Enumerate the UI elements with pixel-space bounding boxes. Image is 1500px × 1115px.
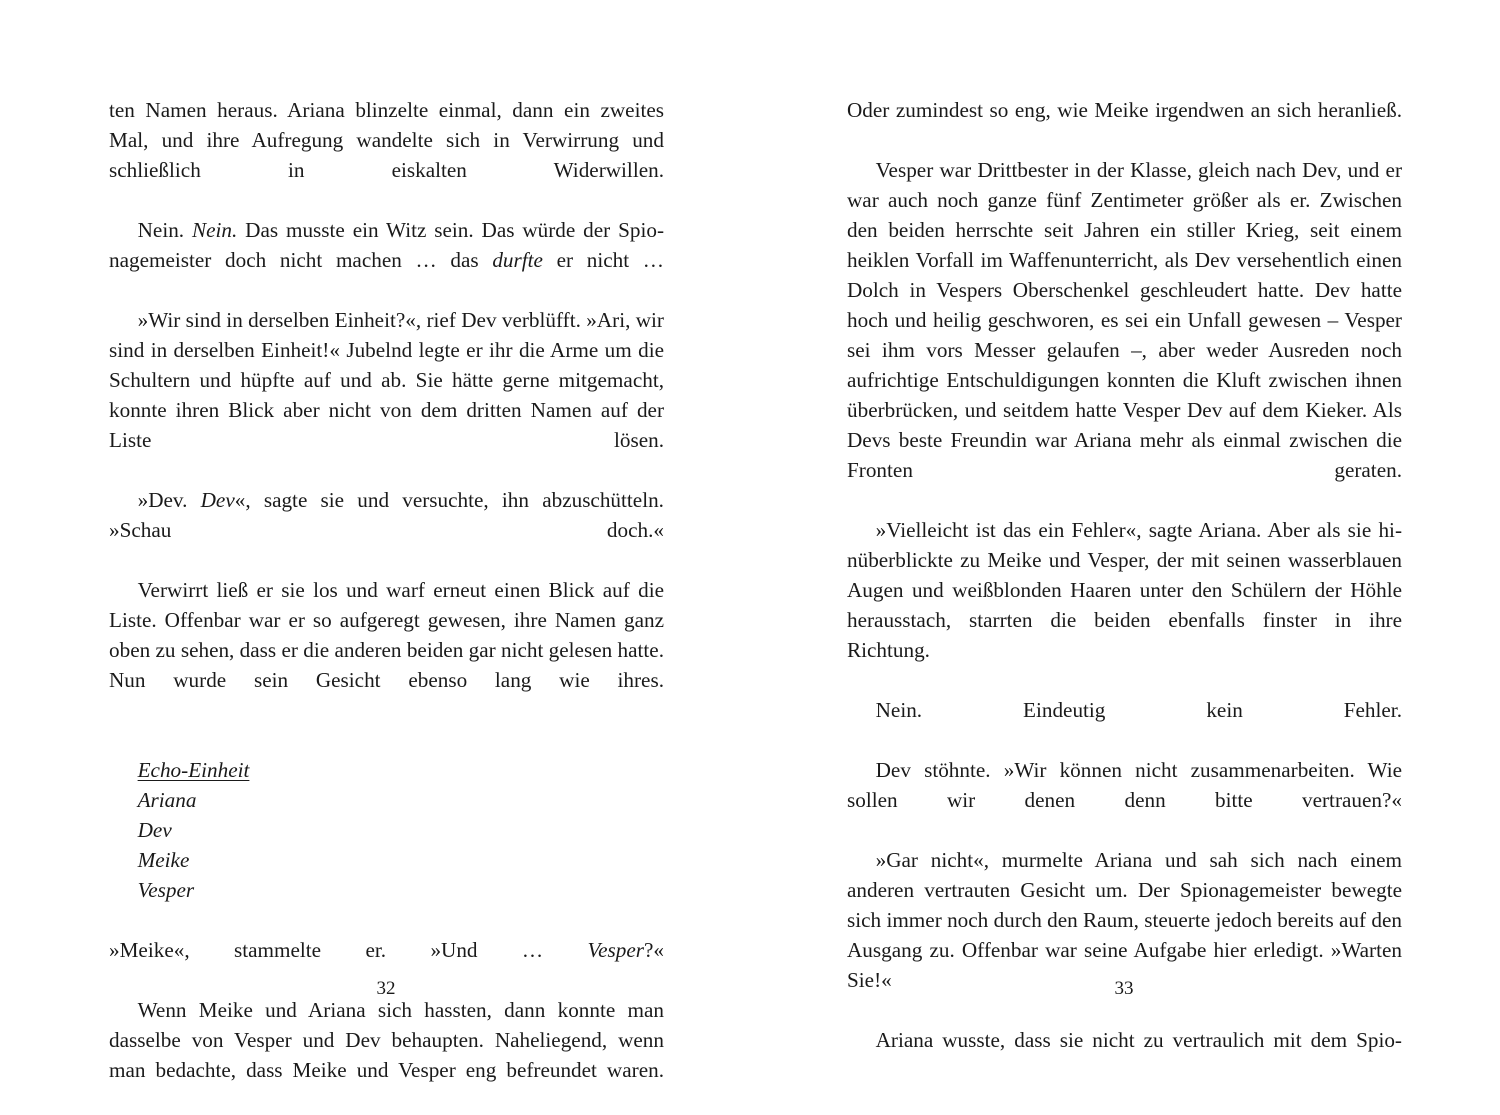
paragraph: Nein. Nein. Das musste ein Witz sein. Das würde der Spionagemeister doch nicht machen … das durfte er nicht … (109, 218, 665, 272)
unit-roster-name: Dev (137, 818, 172, 842)
paragraph-group-right (847, 95, 1402, 1085)
unit-roster-name: Meike (137, 848, 190, 872)
paragraph: »Meike«, stammelte er. »Und … Vesper?« (109, 938, 664, 962)
text-column-right (847, 95, 1402, 1085)
italic-run: Nein. (191, 218, 238, 242)
paragraph: »Dev. Dev«, sagte sie und versuchte, ihn abzuschütteln. »Schau doch.« (109, 488, 664, 542)
unit-roster-name: Vesper (137, 878, 195, 902)
italic-run: Dev (200, 488, 235, 512)
italic-run: durfte (492, 248, 543, 272)
paragraph: Ariana wusste, dass sie nicht zu vertraulich mit dem Spio- (875, 1028, 1402, 1052)
unit-roster (109, 755, 664, 905)
paragraph: ten Namen heraus. Ariana blinzelte einmal, dann ein zweites Mal, und ihre Aufregung wandelte sich in Verwirrung und schließlich in eiskalten Widerwillen. (109, 98, 664, 182)
unit-roster-heading (138, 755, 664, 785)
text-column-left (109, 95, 664, 1115)
paragraph: Vesper war Drittbester in der Klasse, gleich nach Dev, und er war auch noch ganze fünf Zentimeter größer als er. Zwischen den beiden herrschte seit Jahren ein stiller Krieg, seit einem heiklen Vorfall im Waffenunterricht, als Dev versehentlich einen Dolch in Vespers Oberschenkel geschleudert hatte. Dev hatte hoch und heilig geschworen, es sei ein Unfall gewesen – Vesper sei ihm vors Messer gelaufen –, aber weder Ausreden noch aufrichtige Entschuldigungen konnten die Kluft zwischen ihnen überbrücken, und seitdem hatte Vesper Dev auf dem Kieker. Als Devs beste Freundin war Ariana mehr als einmal zwischen die Fronten geraten. (847, 158, 1402, 482)
paragraph: »Gar nicht«, murmelte Ariana und sah sich nach einem anderen vertrauten Gesicht um. Der Spionagemeister bewegte sich immer noch durch den Raum, steuerte jedoch bereits auf den Ausgang zu. Offenbar war seine Aufgabe hier erledigt. »Warten Sie!« (847, 848, 1402, 992)
paragraph: Verwirrt ließ er sie los und warf erneut einen Blick auf die Liste. Offenbar war er so aufgeregt gewesen, ihre Namen ganz oben zu sehen, dass er die anderen beiden gar nicht gelesen hatte. Nun wurde sein Gesicht ebenso lang wie ihres. (109, 578, 664, 692)
paragraph: Nein. Eindeutig kein Fehler. (875, 698, 1402, 722)
paragraph-group-left-bottom (109, 935, 664, 1115)
unit-roster-heading-text: Echo-Einheit (137, 758, 250, 782)
page-number-left: 32 (376, 978, 396, 999)
paragraph-group-left-top (109, 95, 664, 725)
paragraph: Wenn Meike und Ariana sich hassten, dann konnte man dasselbe von Vesper und Dev behaupten. Naheliegend, wenn man bedachte, dass Meike und Vesper eng befreundet waren. (109, 998, 664, 1082)
name-list-block (109, 755, 664, 905)
paragraph: »Vielleicht ist das ein Fehler«, sagte Ariana. Aber als sie hinüberblickte zu Meike und Vesper, der mit seinen wasserblauen Augen und weißblonden Haaren unter den Schülern der Höhle herausstach, starrten die beiden ebenfalls finster in ihre Richtung. (847, 518, 1402, 662)
paragraph: Dev stöhnte. »Wir können nicht zusammenarbeiten. Wie sollen wir denen denn bitte vertrauen?« (847, 758, 1402, 812)
paragraph: Oder zumindest so eng, wie Meike irgendwen an sich heranließ. (847, 98, 1402, 122)
paragraph: »Wir sind in derselben Einheit?«, rief Dev verblüfft. »Ari, wir sind in derselben Einheit!« Jubelnd legte er ihr die Arme um die Schultern und hüpfte auf und ab. Sie hätte gerne mitgemacht, konnte ihren Blick aber nicht von dem dritten Namen auf der Liste lösen. (109, 308, 664, 452)
unit-roster-name: Ariana (137, 788, 197, 812)
italic-run: Vesper (587, 938, 644, 962)
page-left (0, 0, 750, 1086)
page-right (750, 0, 1500, 1086)
page-number-right: 33 (1114, 978, 1134, 999)
